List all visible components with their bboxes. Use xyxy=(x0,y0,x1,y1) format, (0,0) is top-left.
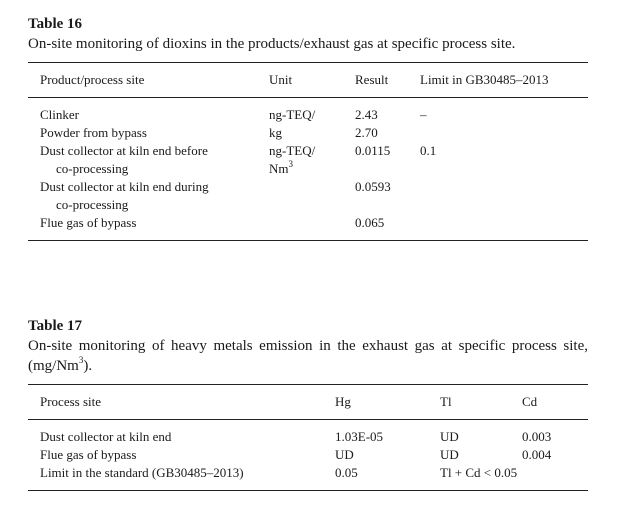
caption-text: On-site monitoring of heavy metals emission in the exhaust gas at specific process site, (mg/Nm xyxy=(28,338,588,374)
col-header-unit: Unit xyxy=(269,72,293,87)
table-caption xyxy=(28,336,588,376)
cell-cd: 0.004 xyxy=(522,447,552,462)
cell-site: Flue gas of bypass xyxy=(40,447,137,462)
cell-site-continued: co-processing xyxy=(56,161,129,176)
table-16-block xyxy=(28,14,588,241)
col-header-result: Result xyxy=(355,72,389,87)
unit-text: Nm xyxy=(269,161,289,176)
cell-unit: kg xyxy=(269,125,282,140)
table-row xyxy=(28,446,588,464)
cell-hg: 0.05 xyxy=(335,465,358,480)
table-bottom-rule xyxy=(28,240,588,241)
table-label: Table 16 xyxy=(28,16,83,32)
caption-text-end: ). xyxy=(83,358,93,374)
table-row xyxy=(28,178,588,214)
col-header-site: Product/process site xyxy=(40,72,145,87)
col-header-hg: Hg xyxy=(335,394,351,409)
cell-result: 2.70 xyxy=(355,125,378,140)
cell-limit: 0.1 xyxy=(420,143,437,158)
col-header-site: Process site xyxy=(40,394,102,409)
unit-superscript: 3 xyxy=(288,158,293,169)
col-header-limit: Limit in GB30485–2013 xyxy=(420,72,549,87)
cell-site: Clinker xyxy=(40,107,79,122)
table-caption: On-site monitoring of dioxins in the products/exhaust gas at specific process site. xyxy=(28,36,516,52)
cell-site: Limit in the standard (GB30485–2013) xyxy=(40,465,244,480)
cell-unit: ng-TEQ/ xyxy=(269,143,316,158)
cell-site: Flue gas of bypass xyxy=(40,215,137,230)
table-row xyxy=(28,106,588,124)
cell-site: Dust collector at kiln end during xyxy=(40,179,209,194)
cell-hg: UD xyxy=(335,447,354,462)
cell-site: Powder from bypass xyxy=(40,125,147,140)
table-row xyxy=(28,142,588,178)
caption-superscript: 3 xyxy=(78,355,84,365)
table-header-row xyxy=(28,385,588,419)
cell-unit: ng-TEQ/ xyxy=(269,107,316,122)
cell-tl-cd-combined: Tl + Cd < 0.05 xyxy=(440,465,518,480)
cell-hg: 1.03E-05 xyxy=(335,429,384,444)
table-row xyxy=(28,428,588,446)
cell-result: 0.065 xyxy=(355,215,385,230)
col-header-cd: Cd xyxy=(522,394,538,409)
cell-cd: 0.003 xyxy=(522,429,552,444)
cell-result: 0.0115 xyxy=(355,143,391,158)
cell-unit-continued xyxy=(269,160,293,178)
table-header-row xyxy=(28,63,588,97)
cell-result: 0.0593 xyxy=(355,179,391,194)
col-header-tl: Tl xyxy=(440,394,452,409)
cell-site: Dust collector at kiln end before xyxy=(40,143,208,158)
cell-site-continued: co-processing xyxy=(56,197,129,212)
table-17-block xyxy=(28,316,588,491)
table-row xyxy=(28,214,588,232)
table-row xyxy=(28,464,588,482)
cell-limit: – xyxy=(420,107,427,122)
cell-tl: UD xyxy=(440,429,459,444)
cell-result: 2.43 xyxy=(355,107,378,122)
cell-tl: UD xyxy=(440,447,459,462)
table-label: Table 17 xyxy=(28,318,83,334)
cell-site: Dust collector at kiln end xyxy=(40,429,172,444)
table-bottom-rule xyxy=(28,490,588,491)
table-row xyxy=(28,124,588,142)
